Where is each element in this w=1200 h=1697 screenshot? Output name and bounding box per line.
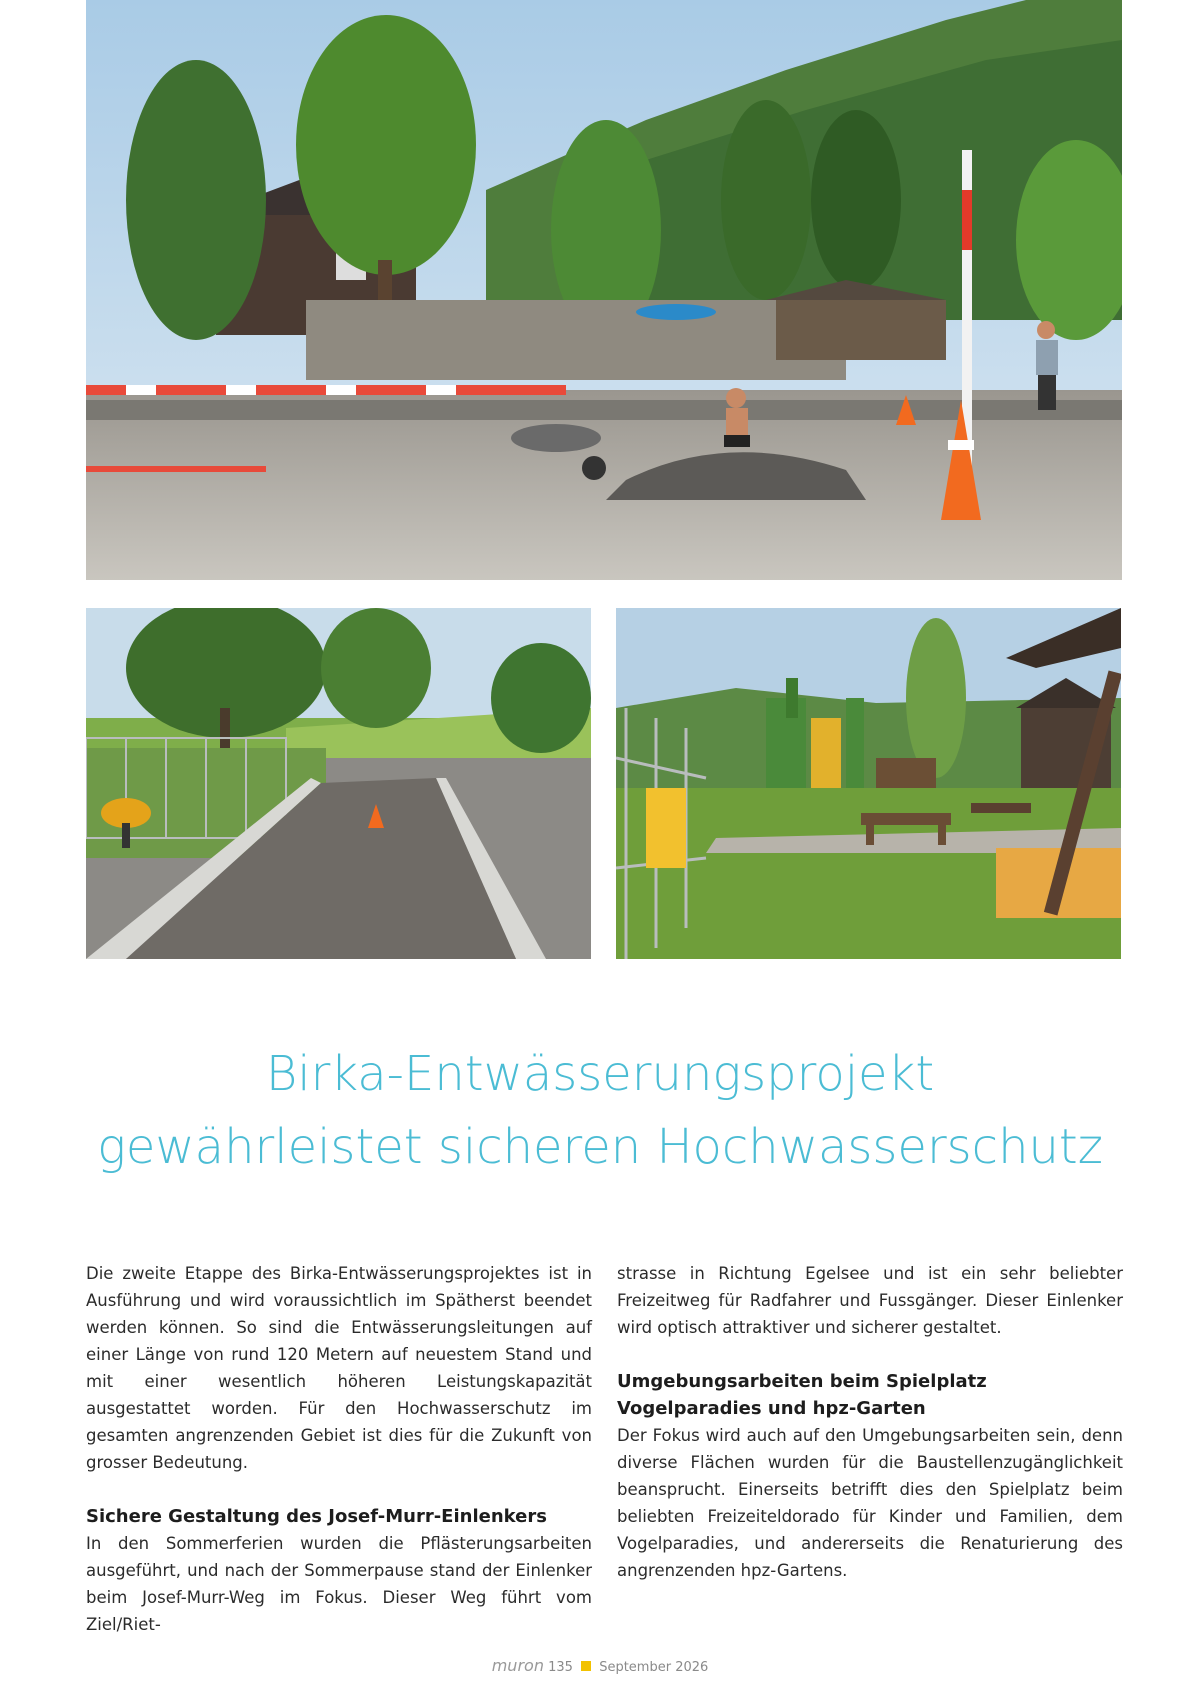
article-column-left [86, 1260, 592, 1638]
article-headline [60, 1038, 1140, 1184]
page-footer [0, 1656, 1200, 1675]
accent-square-icon [581, 1661, 591, 1671]
playground-photo [616, 608, 1121, 959]
path-construction-photo [86, 608, 591, 959]
intro-paragraph: Die zweite Etappe des Birka-Entwässerungsprojektes ist in Ausführung und wird voraussichtlich im Spätherst beendet werden können. So sind die Entwässerungsleitungen auf einer Länge von rund 120 Metern auf neuestem Stand und mit einer wesentlich höheren Leistungskapazität ausgestattet worden. Für den Hochwasserschutz im gesamten angrenzenden Gebiet ist dies für die Zukunft von grosser Bedeutung. [86, 1264, 592, 1472]
section1-paragraph-continued: strasse in Richtung Egelsee und ist ein sehr beliebter Freizeitweg für Radfahrer und Fussgänger. Dieser Einlenker wird optisch attraktiver und sicherer gestaltet. [617, 1264, 1123, 1337]
magazine-brand: muron [491, 1656, 544, 1675]
headline-line-1: Birka-Entwässerungsprojekt [265, 1046, 935, 1102]
issue-number: 135 [548, 1660, 573, 1675]
section2-paragraph: Der Fokus wird auch auf den Umgebungsarbeiten sein, denn diverse Flächen wurden für die Baustellenzugänglichkeit beansprucht. Einerseits betrifft dies den Spielplatz beim beliebten Freizeiteldorado für Kinder und Familien, dem Vogelparadies, und andererseits die Renaturierung des angrenzenden hpz-Gartens. [617, 1426, 1123, 1580]
section2-heading: Umgebungsarbeiten beim Spielplatz Vogelparadies und hpz-Garten [617, 1371, 987, 1419]
headline-line-2: gewährleistet sicheren Hochwasserschutz [97, 1119, 1103, 1175]
article-column-right [617, 1260, 1123, 1584]
section1-heading: Sichere Gestaltung des Josef-Murr-Einlenkers [86, 1506, 547, 1527]
issue-date: September 2026 [599, 1660, 709, 1675]
construction-site-photo [86, 0, 1122, 580]
section1-paragraph: In den Sommerferien wurden die Pflästerungsarbeiten ausgeführt, und nach der Sommerpause stand der Einlenker beim Josef-Murr-Weg im Fokus. Dieser Weg führt vom Ziel/Riet- [86, 1534, 592, 1634]
